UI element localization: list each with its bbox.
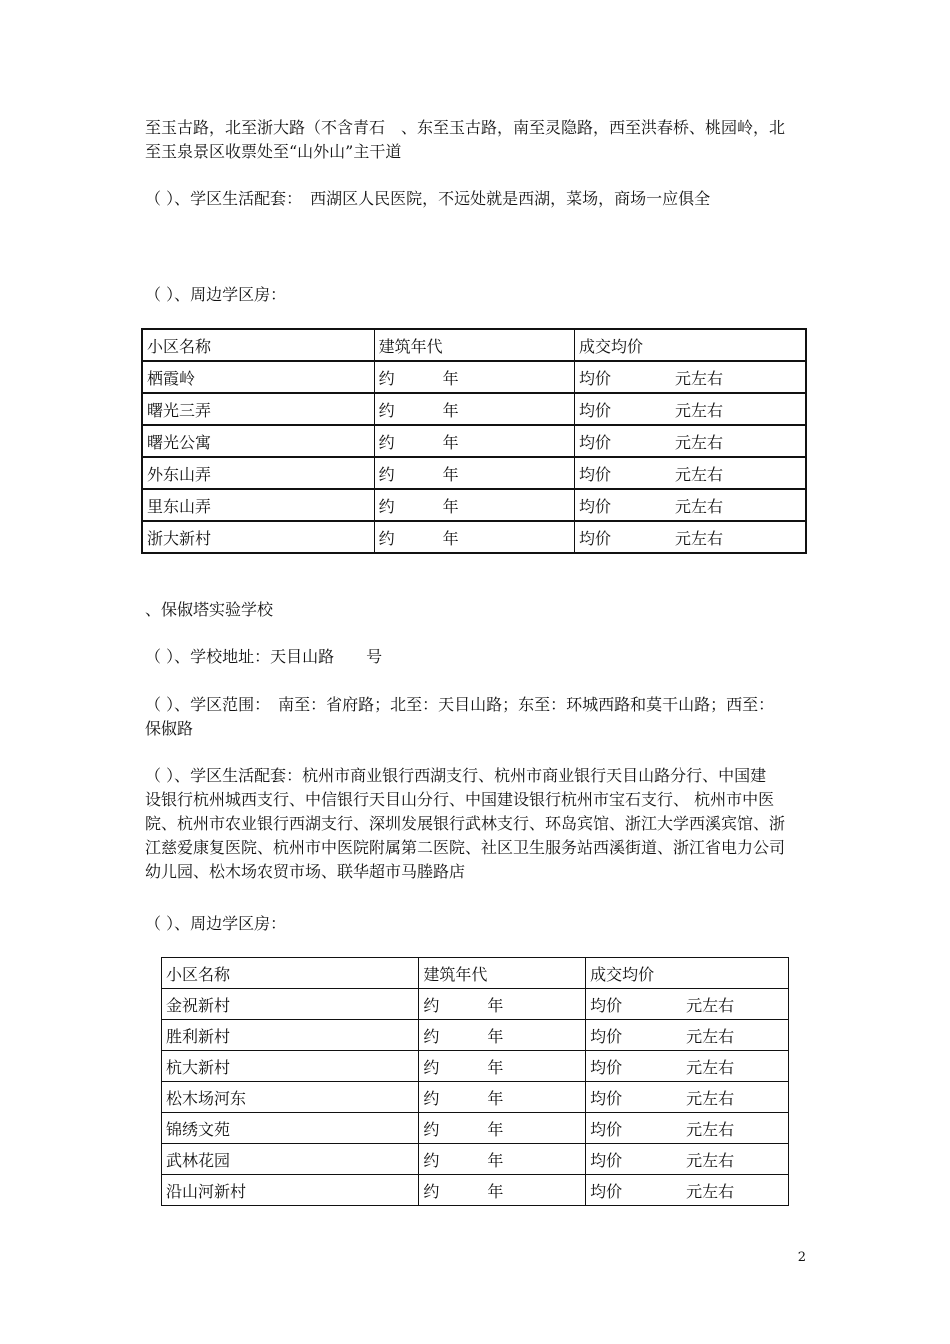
table-row [142,361,806,393]
life-facilities-b [145,764,810,884]
table-cell: 约 年 [374,361,574,393]
table-cell: 均价 元左右 [586,1175,789,1206]
table-cell: 松木场河东 [162,1082,419,1113]
table-cell: 约 年 [419,1020,586,1051]
table-cell: 金祝新村 [162,989,419,1020]
table-cell: 约 年 [419,1113,586,1144]
table-row [162,989,789,1020]
table-row [142,425,806,457]
table-cell: 均价 元左右 [586,1051,789,1082]
table-cell: 均价 元左右 [586,1082,789,1113]
scope-line-2: 保俶路 [145,719,194,738]
life-line: （ ）、学区生活配套：杭州市商业银行西湖支行、杭州市商业银行天目山路分行、中国建 [145,766,767,785]
table-row [162,1020,789,1051]
header-cell: 小区名称 [162,958,419,989]
table-header-row [162,958,789,989]
table-cell: 均价 元左右 [586,989,789,1020]
table-cell: 约 年 [419,1082,586,1113]
table-cell: 杭大新村 [162,1051,419,1082]
table-cell: 曙光公寓 [142,425,374,457]
table-row [142,393,806,425]
life-line: 院、杭州市农业银行西湖支行、深圳发展银行武林支行、环岛宾馆、浙江大学西溪宾馆、浙 [145,814,786,833]
table-cell: 约 年 [374,489,574,521]
life-line: 幼儿园、松木场农贸市场、联华超市马塍路店 [145,862,466,881]
table-row [142,457,806,489]
school-address-b: （ ）、学校地址：天目山路 号 [145,647,383,666]
table-cell: 均价 元左右 [586,1020,789,1051]
housing-table-b [161,957,789,1206]
table-cell: 均价 元左右 [586,1144,789,1175]
table-row [162,1113,789,1144]
scope-line-1: （ ）、学区范围： 南至：省府路；北至：天目山路；东至：环城西路和莫干山路；西至： [145,695,775,714]
header-cell: 成交均价 [586,958,789,989]
table-cell: 均价 元左右 [574,457,806,489]
table-cell: 里东山弄 [142,489,374,521]
table-cell: 约 年 [419,989,586,1020]
table-cell: 均价 元左右 [574,361,806,393]
housing-title-a: （ ）、周边学区房： [145,285,287,304]
header-cell: 小区名称 [142,329,374,361]
table-cell: 均价 元左右 [574,393,806,425]
table-cell: 锦绣文苑 [162,1113,419,1144]
table-header-row [142,329,806,361]
table-row [162,1051,789,1082]
page-number: 2 [797,1250,806,1265]
table-cell: 约 年 [419,1175,586,1206]
life-facilities-a: （ ）、学区生活配套： 西湖区人民医院，不远处就是西湖，菜场，商场一应俱全 [145,189,711,208]
scope-line-1: 至玉古路，北至浙大路（不含青石 、东至玉古路，南至灵隐路，西至洪春桥、桃园岭，北 [145,118,786,137]
table-cell: 约 年 [419,1144,586,1175]
header-cell: 建筑年代 [419,958,586,989]
table-cell: 沿山河新村 [162,1175,419,1206]
table-cell: 武林花园 [162,1144,419,1175]
school-title-b: 、保俶塔实验学校 [145,600,274,619]
table-cell: 胜利新村 [162,1020,419,1051]
header-cell: 建筑年代 [374,329,574,361]
table-cell: 约 年 [374,457,574,489]
table-cell: 约 年 [419,1051,586,1082]
header-cell: 成交均价 [574,329,806,361]
table-cell: 曙光三弄 [142,393,374,425]
table-cell: 外东山弄 [142,457,374,489]
life-line: 设银行杭州城西支行、中信银行天目山分行、中国建设银行杭州市宝石支行、 杭州市中医 [145,790,775,809]
scope-paragraph-a [145,116,810,164]
table-row [142,521,806,553]
table-cell: 均价 元左右 [574,489,806,521]
table-row [162,1144,789,1175]
table-row [162,1175,789,1206]
scope-paragraph-b [145,693,810,741]
table-cell: 均价 元左右 [574,425,806,457]
table-cell: 栖霞岭 [142,361,374,393]
scope-line-2: 至玉泉景区收票处至“山外山”主干道 [145,142,402,161]
table-cell: 约 年 [374,521,574,553]
table-cell: 浙大新村 [142,521,374,553]
table-cell: 均价 元左右 [574,521,806,553]
housing-title-b: （ ）、周边学区房： [145,914,287,933]
table-cell: 约 年 [374,393,574,425]
housing-table-a [141,328,807,554]
table-cell: 均价 元左右 [586,1113,789,1144]
table-row [162,1082,789,1113]
life-line: 江慈爱康复医院、杭州市中医院附属第二医院、社区卫生服务站西溪街道、浙江省电力公司 [145,838,786,857]
table-row [142,489,806,521]
table-cell: 约 年 [374,425,574,457]
